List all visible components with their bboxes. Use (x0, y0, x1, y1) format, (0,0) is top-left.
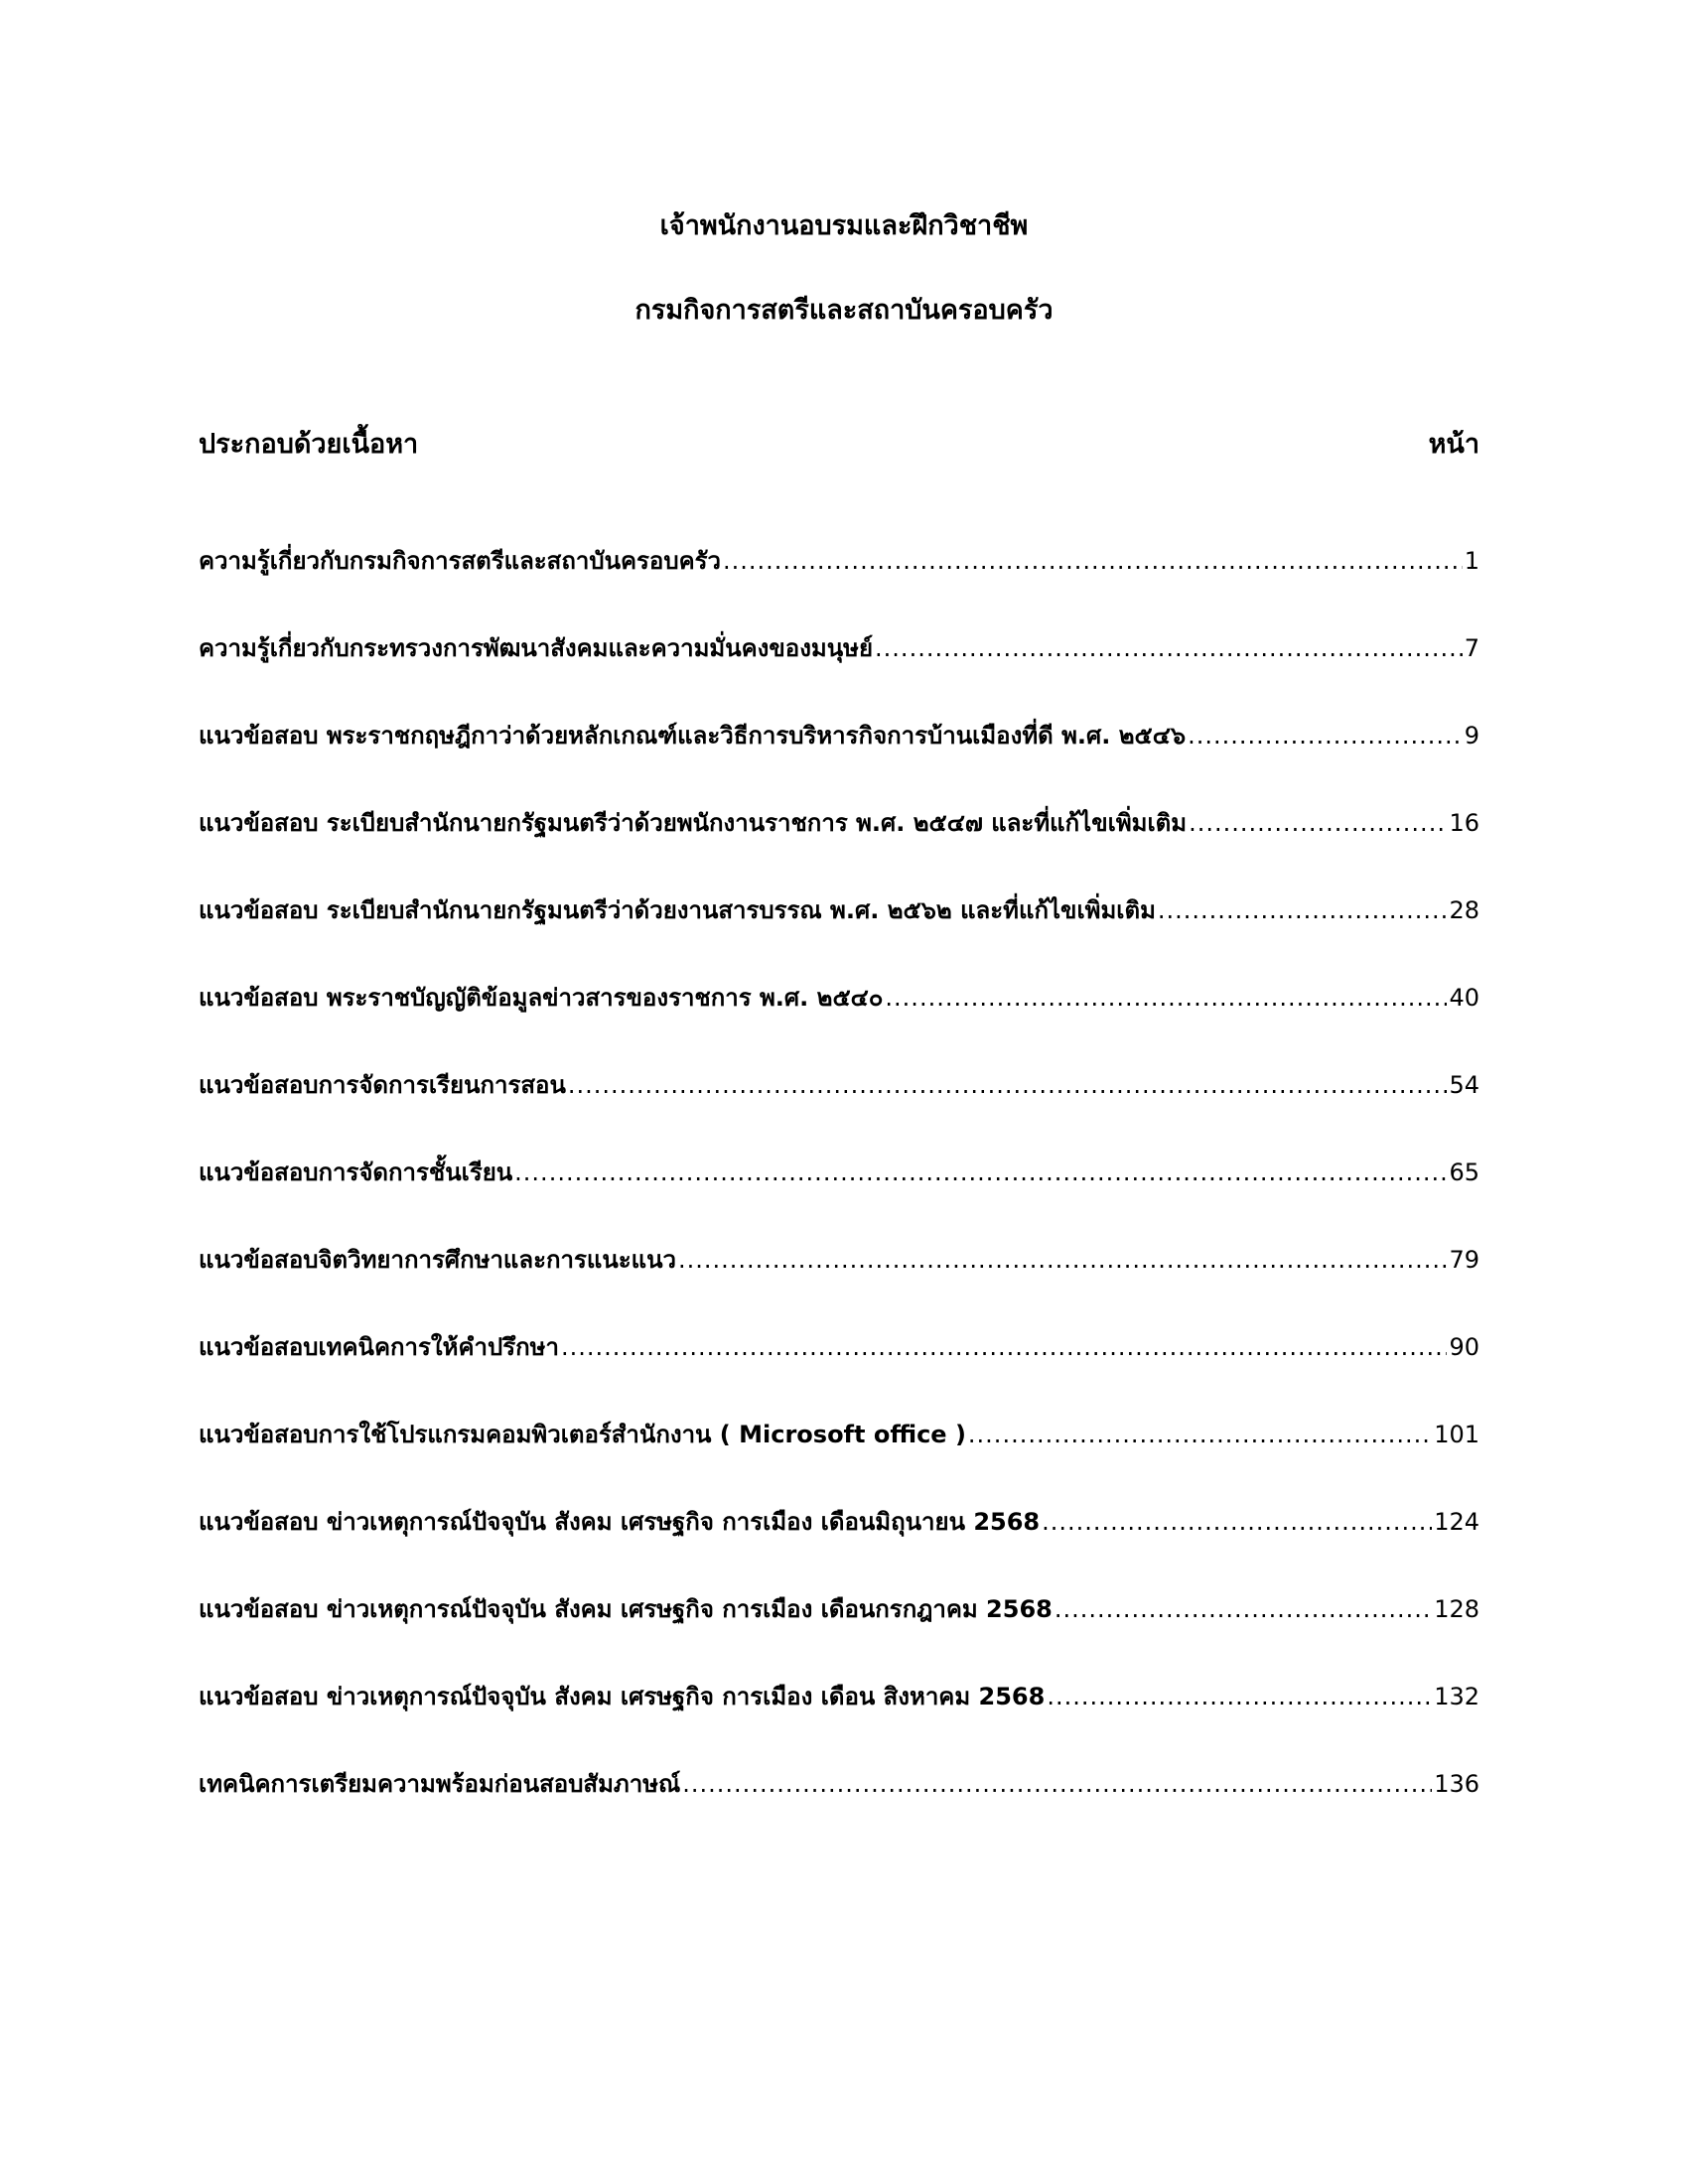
toc-header-contents: ประกอบด้วยเนื้อหา (199, 429, 419, 460)
dot-leader (678, 1246, 1447, 1274)
document-title: เจ้าพนักงานอบรมและฝึกวิชาชีพ (659, 210, 1029, 241)
toc-item (199, 1677, 1479, 1764)
toc-item-label: แนวข้อสอบจิตวิทยาการศึกษาและการแนะแนว (199, 1246, 676, 1274)
toc-item-page: 16 (1449, 809, 1479, 837)
toc-item (199, 1327, 1479, 1415)
toc-item (199, 1502, 1479, 1589)
toc-item-page: 54 (1449, 1071, 1479, 1099)
toc-item-label: แนวข้อสอบ ข่าวเหตุการณ์ปัจจุบัน สังคม เศรษฐกิจ การเมือง เดือนมิถุนายน 2568 (199, 1508, 1041, 1536)
dot-leader (561, 1333, 1448, 1361)
toc-item-page: 132 (1434, 1683, 1479, 1710)
toc-item-label: แนวข้อสอบ พระราชกฤษฎีกาว่าด้วยหลักเกณฑ์และวิธีการบริหารกิจการบ้านเมืองที่ดี พ.ศ. ๒๕๔๖ (199, 722, 1187, 750)
document-subtitle: กรมกิจการสตรีและสถาบันครอบครัว (634, 295, 1054, 326)
toc-header (199, 422, 1479, 465)
dot-leader (875, 634, 1463, 662)
toc-item-page: 136 (1434, 1770, 1479, 1798)
dot-leader (968, 1421, 1432, 1448)
toc-item-label: แนวข้อสอบ พระราชบัญญัติข้อมูลข่าวสารของราชการ พ.ศ. ๒๕๔๐ (199, 984, 884, 1012)
toc-item-label: เทคนิคการเตรียมความพร้อมก่อนสอบสัมภาษณ์ (199, 1770, 681, 1798)
toc-item (199, 628, 1479, 716)
toc-item-label: แนวข้อสอบการใช้โปรแกรมคอมพิวเตอร์สำนักงาน ( Microsoft office ) (199, 1421, 966, 1448)
toc-item-label: แนวข้อสอบการจัดการเรียนการสอน (199, 1071, 566, 1099)
toc-item-page: 65 (1449, 1159, 1479, 1186)
dot-leader (1047, 1683, 1432, 1710)
toc-item (199, 716, 1479, 803)
dot-leader (1188, 722, 1463, 750)
toc-item-label: แนวข้อสอบ ระเบียบสำนักนายกรัฐมนตรีว่าด้วยงานสารบรรณ พ.ศ. ๒๕๖๒ และที่แก้ไขเพิ่มเติม (199, 896, 1156, 924)
toc-item (199, 1415, 1479, 1502)
dot-leader (1189, 809, 1447, 837)
dot-leader (723, 547, 1463, 575)
dot-leader (1055, 1595, 1432, 1623)
toc-item (199, 803, 1479, 890)
toc-item (199, 1153, 1479, 1240)
dot-leader (1042, 1508, 1432, 1536)
toc-item-label: แนวข้อสอบ ข่าวเหตุการณ์ปัจจุบัน สังคม เศรษฐกิจ การเมือง เดือน สิงหาคม 2568 (199, 1683, 1046, 1710)
toc-header-page: หน้า (1428, 429, 1479, 460)
toc-item-page: 124 (1434, 1508, 1479, 1536)
toc-item-page: 9 (1464, 722, 1479, 750)
toc-item (199, 1764, 1479, 1851)
dot-leader (1158, 896, 1448, 924)
dot-leader (568, 1071, 1448, 1099)
toc-item-page: 128 (1434, 1595, 1479, 1623)
toc-item (199, 1589, 1479, 1677)
toc-item-page: 101 (1434, 1421, 1479, 1448)
toc-item (199, 1065, 1479, 1153)
toc-item-label: แนวข้อสอบเทคนิคการให้คำปรึกษา (199, 1333, 559, 1361)
toc-item-page: 79 (1449, 1246, 1479, 1274)
toc-item-page: 7 (1464, 634, 1479, 662)
toc-item-label: แนวข้อสอบ ข่าวเหตุการณ์ปัจจุบัน สังคม เศรษฐกิจ การเมือง เดือนกรกฎาคม 2568 (199, 1595, 1053, 1623)
toc-item-label: แนวข้อสอบการจัดการชั้นเรียน (199, 1159, 513, 1186)
toc-item-page: 40 (1449, 984, 1479, 1012)
toc-item (199, 890, 1479, 978)
toc-item-label: แนวข้อสอบ ระเบียบสำนักนายกรัฐมนตรีว่าด้วยพนักงานราชการ พ.ศ. ๒๕๔๗ และที่แก้ไขเพิ่มเติม (199, 809, 1188, 837)
toc-item (199, 978, 1479, 1065)
toc-item-label: ความรู้เกี่ยวกับกรมกิจการสตรีและสถาบันครอบครัว (199, 547, 721, 575)
toc-list (199, 541, 1479, 1851)
toc-item-page: 90 (1449, 1333, 1479, 1361)
toc-item-page: 28 (1449, 896, 1479, 924)
toc-item-page: 1 (1464, 547, 1479, 575)
dot-leader (885, 984, 1447, 1012)
dot-leader (682, 1770, 1432, 1798)
toc-item-label: ความรู้เกี่ยวกับกระทรวงการพัฒนาสังคมและความมั่นคงของมนุษย์ (199, 634, 874, 662)
toc-item (199, 541, 1479, 628)
toc-item (199, 1240, 1479, 1327)
dot-leader (514, 1159, 1447, 1186)
